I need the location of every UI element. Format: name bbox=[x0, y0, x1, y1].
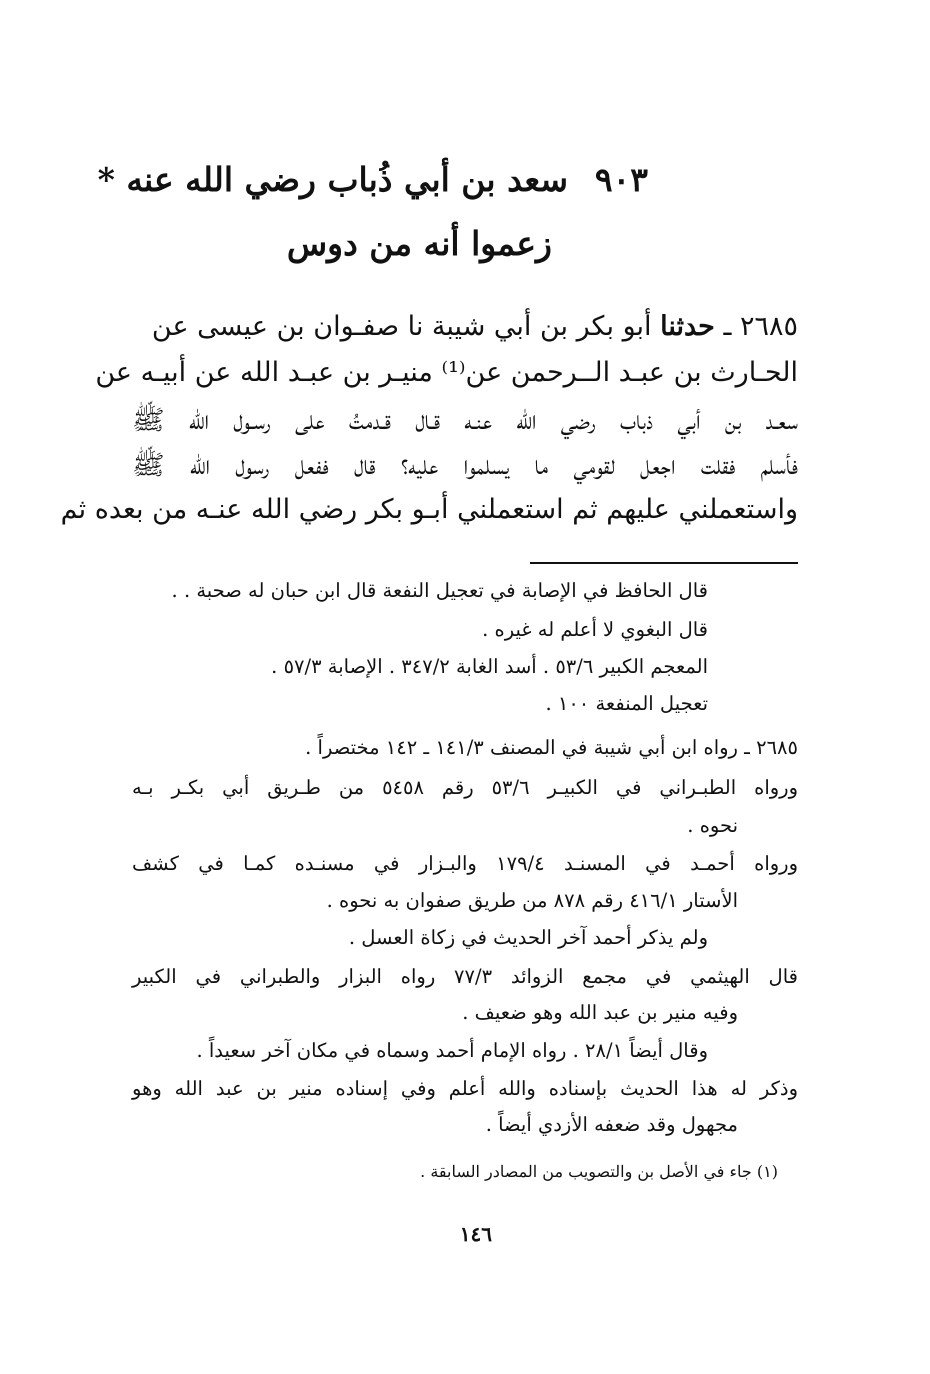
takhrij-note: وقال أيضاً ٢٨/١ . رواه الإمام أحمد وسماه في مكان آخر سعيداً . bbox=[196, 1039, 708, 1062]
takhrij-note: وفيه منير بن عبد الله وهو ضعيف . bbox=[462, 1001, 738, 1024]
takhrij-note: ولم يذكر أحمد آخر الحديث في زكاة العسل . bbox=[348, 926, 708, 949]
entry-title: سعد بن أبي ذُباب رضي الله عنه * bbox=[97, 160, 568, 199]
hadith-line-4: فأسلم فقلت اجعل لقومي ما يسلموا عليه؟ قال ففعل رسول الله ﷺ bbox=[132, 450, 798, 481]
entry-subtitle: زعموا أنه من دوس bbox=[286, 224, 552, 263]
biography-note: قال البغوي لا أعلم له غيره . bbox=[482, 618, 708, 641]
correction-note: (١) جاء في الأصل بن والتصويب من المصادر السابقة . bbox=[420, 1162, 778, 1181]
hadith-line-text: أبو بكر بن أبي شيبة نا صفـوان بن عيسى عن bbox=[151, 311, 652, 342]
hadith-lead-word: حدثنا bbox=[660, 311, 715, 342]
biography-note: المعجم الكبير ٥٣/٦ . أسد الغابة ٣٤٧/٢ . الإصابة ٥٧/٣ . bbox=[271, 655, 708, 678]
page-number: ١٤٦ bbox=[459, 1222, 492, 1246]
takhrij-note: مجهول وقد ضعفه الأزدي أيضاً . bbox=[485, 1113, 738, 1136]
takhrij-note: ٢٦٨٥ ـ رواه ابن أبي شيبة في المصنف ١٤١/٣ ـ ١٤٢ مختصراً . bbox=[305, 736, 798, 759]
takhrij-note: وذكر له هذا الحديث بإسناده والله أعلم وفي إسناده منير بن عبد الله وهو bbox=[132, 1077, 798, 1100]
biography-note: تعجيل المنفعة ١٠٠ . bbox=[545, 692, 708, 715]
footnote-separator bbox=[530, 562, 798, 564]
hadith-number: ٢٦٨٥ ـ bbox=[723, 311, 798, 342]
hadith-line-1 bbox=[132, 311, 798, 342]
takhrij-note: قال الهيثمي في مجمع الزوائد ٧٧/٣ رواه البزار والطبراني في الكبير bbox=[132, 965, 798, 988]
biography-note: قال الحافظ في الإصابة في تعجيل النفعة قال ابن حبان له صحبة . . bbox=[171, 579, 708, 602]
takhrij-note: ورواه الطبـراني في الكبيـر ٥٣/٦ رقم ٥٤٥٨ من طـريق أبي بكـر بـه bbox=[132, 776, 798, 799]
entry-number: ٩٠٣ bbox=[594, 160, 648, 199]
hadith-line-2: الحـارث بن عبـد الــرحمن عن⁽¹⁾ منيـر بن عبـد الله عن أبيـه عن bbox=[95, 357, 798, 388]
hadith-line-3: سعـد بن أبي ذباب رضي الله عنـه قـال قـدمتُ على رسـول الله ﷺ bbox=[132, 405, 798, 436]
takhrij-note: الأستار ٤١٦/١ رقم ٨٧٨ من طريق صفوان به نحوه . bbox=[326, 889, 738, 912]
takhrij-note: ورواه أحمـد في المسنـد ١٧٩/٤ والبـزار في مسنـده كمـا في كشف bbox=[132, 852, 798, 875]
hadith-line-5: واستعملني عليهم ثم استعملني أبـو بكر رضي الله عنـه من بعده ثم bbox=[60, 494, 798, 525]
takhrij-note: نحوه . bbox=[687, 814, 738, 837]
